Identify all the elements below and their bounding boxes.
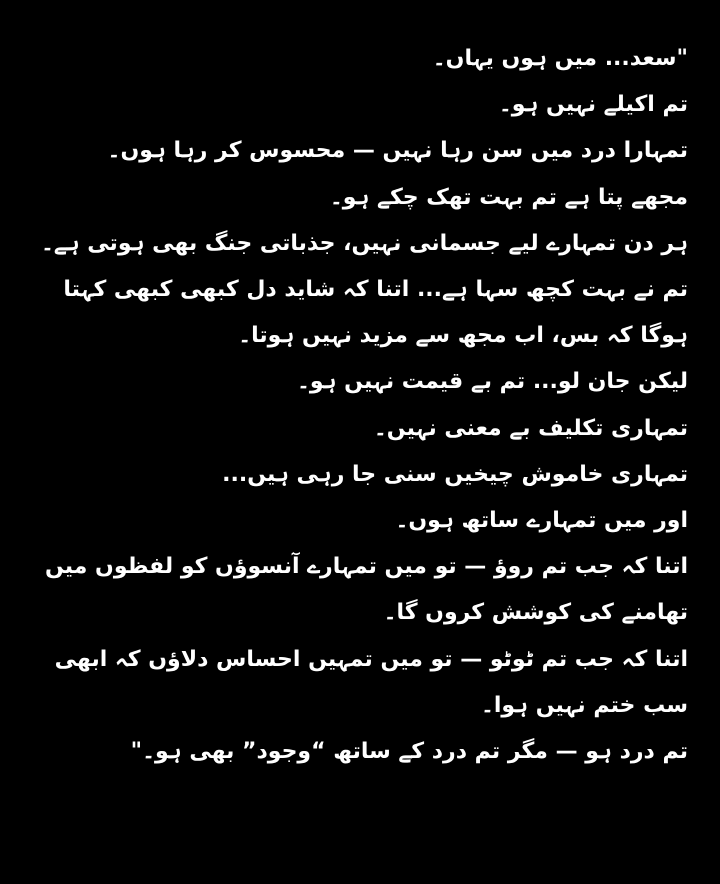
poem-line-1: "سعد... میں ہوں یہاں۔: [432, 46, 688, 71]
poem-line-12: اتنا کہ جب تم ٹوٹو — تو میں تمہیں احساس دلاؤں کہ ابھی سب ختم نہیں ہوا۔: [54, 646, 688, 718]
poem-line-13: تم درد ہو — مگر تم درد کے ساتھ “وجود” بھی ہو۔": [130, 739, 688, 765]
poem-line-11: اتنا کہ جب تم روؤ — تو میں تمہارے آنسوؤں کو لفظوں میں تھامنے کی کوشش کروں گا۔: [45, 554, 688, 626]
poem-text-block: [28, 36, 688, 775]
poem-line-10: اور میں تمہارے ساتھ ہوں۔: [395, 508, 688, 534]
poem-line-3: تمہارا درد میں سن رہا نہیں — محسوس کر رہا ہوں۔: [107, 138, 688, 164]
poem-line-8: تمہاری تکلیف بے معنی نہیں۔: [373, 415, 688, 441]
poem-line-5: ہر دن تمہارے لیے جسمانی نہیں، جذباتی جنگ بھی ہوتی ہے۔: [40, 230, 688, 256]
poem-line-6: تم نے بہت کچھ سہا ہے... اتنا کہ شاید دل کبھی کبھی کہتا ہوگا کہ بس، اب مجھ سے مزید نہیں ہوتا۔: [63, 277, 688, 349]
poem-line-2: تم اکیلے نہیں ہو۔: [498, 92, 688, 118]
poem-line-9: تمہاری خاموش چیخیں سنی جا رہی ہیں...: [222, 461, 688, 487]
poem-line-7: لیکن جان لو... تم بے قیمت نہیں ہو۔: [296, 369, 688, 395]
poem-line-4: مجھے پتا ہے تم بہت تھک چکے ہو۔: [329, 184, 688, 210]
